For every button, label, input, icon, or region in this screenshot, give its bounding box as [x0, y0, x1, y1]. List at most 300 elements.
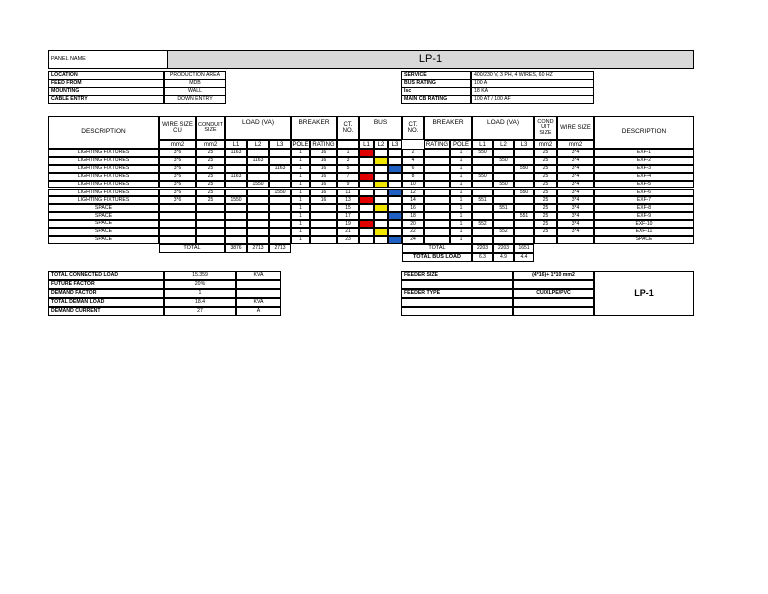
left-row-wire — [159, 212, 196, 220]
header-description: DESCRIPTION — [594, 116, 694, 149]
left-row-rating — [310, 236, 337, 244]
left-row-conduit: 25 — [196, 165, 225, 173]
right-row-description: EXF-8 — [594, 204, 694, 212]
feeder-blank — [401, 307, 513, 316]
right-row-ct: 8 — [402, 173, 424, 181]
info-left-value: WALL — [164, 87, 226, 96]
right-row-description: EXF-1 — [594, 149, 694, 157]
right-row-conduit: 25 — [534, 189, 557, 197]
panel-name-label: PANEL NAME — [48, 50, 168, 69]
left-row-rating — [310, 228, 337, 236]
left-row-ct: 17 — [337, 212, 359, 220]
header-conduit-size: CONDUIT SIZE — [196, 116, 225, 140]
right-row-conduit: 25 — [534, 149, 557, 157]
bus-cell-l2 — [374, 220, 388, 228]
left-row-wire — [159, 220, 196, 228]
right-row-description: EXF-6 — [594, 189, 694, 197]
left-row-conduit — [196, 220, 225, 228]
header-mm2 — [337, 140, 359, 149]
left-row-l3 — [269, 228, 291, 236]
left-row-ct: 13 — [337, 196, 359, 204]
summary-value: 1 — [164, 289, 236, 298]
right-row-ct: 4 — [402, 157, 424, 165]
right-row-l1 — [472, 236, 493, 244]
bus-cell-l3 — [388, 204, 402, 212]
summary-label: FUTURE FACTOR — [48, 280, 164, 289]
bus-cell-l1 — [359, 165, 374, 173]
left-row-description: LIGHTING FIXTURES — [48, 181, 159, 189]
bus-cell-l2 — [374, 157, 388, 165]
info-left-label: MOUNTING — [48, 87, 164, 96]
left-row-pole: 1 — [291, 204, 310, 212]
left-row-ct: 19 — [337, 220, 359, 228]
right-row-pole: 1 — [450, 204, 472, 212]
left-row-l1 — [225, 220, 247, 228]
feeder-type-label: FEEDER TYPE — [401, 289, 513, 298]
right-row-l2 — [493, 236, 514, 244]
header-pole: POLE — [292, 141, 309, 148]
header-description: DESCRIPTION — [48, 116, 159, 149]
info-left-label: CABLE ENTRY — [48, 95, 164, 104]
right-row-wire: 3*4 — [557, 149, 594, 157]
right-row-wire — [557, 236, 594, 244]
right-row-description: EXF-4 — [594, 173, 694, 181]
right-row-l3 — [514, 181, 534, 189]
left-row-pole: 1 — [291, 196, 310, 204]
right-row-pole: 1 — [450, 212, 472, 220]
right-row-wire: 3*4 — [557, 196, 594, 204]
left-row-l3 — [269, 149, 291, 157]
left-row-l1 — [225, 204, 247, 212]
header-group-box — [359, 116, 402, 140]
header-l2: L2 — [493, 140, 514, 149]
header-cond-uit-size: COND UIT SIZE — [534, 116, 557, 140]
header-l1: L1 — [472, 140, 493, 149]
left-row-rating: 16 — [310, 149, 337, 157]
right-row-wire: 3*4 — [557, 189, 594, 197]
right-row-conduit: 25 — [534, 173, 557, 181]
bus-cell-l1 — [359, 196, 374, 204]
left-row-conduit: 25 — [196, 189, 225, 197]
bus-cell-l1 — [359, 189, 374, 197]
right-row-pole: 1 — [450, 236, 472, 244]
right-row-l1 — [472, 212, 493, 220]
right-row-ct: 14 — [402, 196, 424, 204]
left-row-wire: 3*6 — [159, 149, 196, 157]
right-row-description: EXF-9 — [594, 212, 694, 220]
total-right-l1: 2203 — [472, 244, 493, 253]
right-row-l1 — [472, 189, 493, 197]
right-row-l2 — [493, 165, 514, 173]
right-row-l2 — [493, 212, 514, 220]
right-row-pole: 1 — [450, 173, 472, 181]
bus-cell-l3 — [388, 149, 402, 157]
left-row-l1 — [225, 189, 247, 197]
right-row-rating — [424, 149, 450, 157]
left-row-wire: 3*6 — [159, 181, 196, 189]
right-row-description: EXF-3 — [594, 165, 694, 173]
left-row-ct: 15 — [337, 204, 359, 212]
header-l1: L1 — [225, 140, 247, 149]
left-row-rating: 16 — [310, 181, 337, 189]
bus-cell-l1 — [359, 236, 374, 244]
summary-value: 15.359 — [164, 271, 236, 280]
right-row-ct: 20 — [402, 220, 424, 228]
feeder-blank — [513, 298, 594, 307]
left-row-ct: 23 — [337, 236, 359, 244]
right-row-pole: 1 — [450, 189, 472, 197]
left-row-l3: 1550 — [269, 189, 291, 197]
right-row-l3: 550 — [514, 165, 534, 173]
left-row-l1 — [225, 165, 247, 173]
summary-label: DEMAND FACTOR — [48, 289, 164, 298]
right-row-l3: 551 — [514, 212, 534, 220]
right-row-rating — [424, 181, 450, 189]
info-right-label: SERVICE — [401, 71, 471, 80]
right-row-conduit: 25 — [534, 196, 557, 204]
summary-unit: KVA — [236, 298, 281, 307]
right-row-ct: 24 — [402, 236, 424, 244]
info-left-value: DOWN ENTRY — [164, 95, 226, 104]
right-row-conduit: 25 — [534, 204, 557, 212]
right-row-l2 — [493, 149, 514, 157]
right-row-l3 — [514, 228, 534, 236]
right-row-l1 — [472, 181, 493, 189]
left-row-l2 — [247, 228, 269, 236]
feeder-size-label: FEEDER SIZE — [401, 271, 513, 280]
right-row-l1: 552 — [472, 220, 493, 228]
right-row-conduit: 25 — [534, 212, 557, 220]
feeder-blank — [513, 307, 594, 316]
header-ct-no: CT. NO. — [402, 116, 424, 140]
total-bus-load-label: TOTAL BUS LOAD — [402, 253, 472, 262]
right-row-conduit: 25 — [534, 157, 557, 165]
left-row-l1 — [225, 181, 247, 189]
left-row-l2 — [247, 173, 269, 181]
left-row-l2 — [247, 196, 269, 204]
left-row-wire: 3*6 — [159, 157, 196, 165]
left-row-rating: 16 — [310, 165, 337, 173]
left-row-l1: 1163 — [225, 149, 247, 157]
left-row-wire — [159, 204, 196, 212]
left-row-description: SPACE — [48, 212, 159, 220]
left-row-pole: 1 — [291, 165, 310, 173]
summary-value: 18.4 — [164, 298, 236, 307]
left-row-l3 — [269, 196, 291, 204]
bus-cell-l2 — [374, 181, 388, 189]
summary-unit: A — [236, 307, 281, 316]
right-row-l1 — [472, 204, 493, 212]
right-row-wire: 3*4 — [557, 173, 594, 181]
right-row-pole: 1 — [450, 181, 472, 189]
left-row-l1 — [225, 157, 247, 165]
left-row-l1 — [225, 228, 247, 236]
right-row-ct: 22 — [402, 228, 424, 236]
left-row-l1 — [225, 236, 247, 244]
bus-cell-l2 — [374, 212, 388, 220]
right-row-pole: 1 — [450, 149, 472, 157]
left-row-rating — [310, 204, 337, 212]
bus-cell-l1 — [359, 149, 374, 157]
header-load: LOAD (VA) — [241, 119, 275, 127]
right-row-rating — [424, 173, 450, 181]
header-wire-size: WIRE SIZE — [557, 116, 594, 140]
left-row-rating: 16 — [310, 157, 337, 165]
info-right-label: Isc — [401, 87, 471, 96]
left-row-l3 — [269, 212, 291, 220]
left-row-l2 — [247, 204, 269, 212]
right-row-wire: 3*4 — [557, 165, 594, 173]
info-left-label: FEED FROM — [48, 79, 164, 88]
header-load: LOAD (VA) — [486, 119, 520, 127]
left-row-description: SPACE — [48, 220, 159, 228]
header-l2: L2 — [247, 140, 269, 149]
right-row-rating — [424, 212, 450, 220]
right-row-l2: 550 — [493, 181, 514, 189]
right-row-rating — [424, 157, 450, 165]
bus-cell-l3 — [388, 173, 402, 181]
left-row-l3 — [269, 204, 291, 212]
right-row-pole: 1 — [450, 165, 472, 173]
info-left-value: PRODUCTION AREA — [164, 71, 226, 80]
right-row-wire: 3*4 — [557, 157, 594, 165]
panel-title: LP-1 — [167, 50, 694, 69]
right-row-l2 — [493, 220, 514, 228]
right-row-l3 — [514, 149, 534, 157]
right-row-rating — [424, 236, 450, 244]
bus-cell-l2 — [374, 149, 388, 157]
left-row-ct: 3 — [337, 157, 359, 165]
header-bus: BUS — [373, 119, 388, 127]
right-row-conduit: 25 — [534, 228, 557, 236]
right-row-pole: 1 — [450, 157, 472, 165]
summary-label: DEMAND CURRENT — [48, 307, 164, 316]
right-row-pole: 1 — [450, 196, 472, 204]
info-right-value: 400/230 V, 3 PH, 4 WIRES, 60 HZ — [471, 71, 594, 80]
bus-cell-l3 — [388, 165, 402, 173]
left-row-l2: 1163 — [247, 157, 269, 165]
right-row-l1 — [472, 228, 493, 236]
bus-cell-l3 — [388, 220, 402, 228]
left-row-pole: 1 — [291, 220, 310, 228]
left-row-rating — [310, 220, 337, 228]
right-row-l1 — [472, 165, 493, 173]
bus-cell-l2 — [374, 189, 388, 197]
right-row-description: EXF-2 — [594, 157, 694, 165]
bus-cell-l2 — [374, 204, 388, 212]
left-row-description: SPACE — [48, 236, 159, 244]
left-row-rating: 16 — [310, 173, 337, 181]
summary-label: TOTAL CONNECTED LOAD — [48, 271, 164, 280]
left-row-conduit: 25 — [196, 181, 225, 189]
right-row-description: SPACE — [594, 236, 694, 244]
right-row-wire: 3*4 — [557, 220, 594, 228]
feeder-panel-name: LP-1 — [594, 271, 694, 316]
info-right-value: 18 KA — [471, 87, 594, 96]
left-row-description: LIGHTING FIXTURES — [48, 157, 159, 165]
right-row-rating — [424, 196, 450, 204]
header-group-box — [225, 116, 291, 140]
total-l3: 2713 — [269, 244, 291, 253]
left-row-description: LIGHTING FIXTURES — [48, 149, 159, 157]
right-row-l1: 550 — [472, 149, 493, 157]
total-right-l2: 2203 — [493, 244, 514, 253]
info-right-label: MAIN CB RATING — [401, 95, 471, 104]
total-bus-l1: 6.3 — [472, 253, 493, 262]
header-l3: L3 — [514, 140, 534, 149]
right-row-ct: 6 — [402, 165, 424, 173]
right-row-l3 — [514, 157, 534, 165]
left-row-description: LIGHTING FIXTURES — [48, 173, 159, 181]
right-row-rating — [424, 204, 450, 212]
header-l2: L2 — [374, 140, 388, 149]
right-row-rating — [424, 189, 450, 197]
right-row-ct: 10 — [402, 181, 424, 189]
left-row-conduit — [196, 204, 225, 212]
left-row-wire: 3*6 — [159, 196, 196, 204]
left-row-pole: 1 — [291, 157, 310, 165]
left-row-wire: 3*6 — [159, 173, 196, 181]
bus-cell-l2 — [374, 228, 388, 236]
left-row-pole: 1 — [291, 149, 310, 157]
right-row-l3 — [514, 173, 534, 181]
left-row-pole: 1 — [291, 173, 310, 181]
left-row-conduit: 25 — [196, 149, 225, 157]
total-label: TOTAL — [159, 244, 225, 253]
left-row-l3 — [269, 157, 291, 165]
left-row-description: SPACE — [48, 228, 159, 236]
header-breaker: BREAKER — [298, 119, 330, 127]
right-row-l2: 550 — [493, 157, 514, 165]
summary-label: TOTAL DEMAN LOAD — [48, 298, 164, 307]
left-row-rating — [310, 212, 337, 220]
right-row-l2 — [493, 189, 514, 197]
bus-cell-l3 — [388, 181, 402, 189]
header-rating: RATING — [310, 140, 337, 149]
right-row-l3 — [514, 220, 534, 228]
feeder-blank — [401, 298, 513, 307]
left-row-conduit: 25 — [196, 173, 225, 181]
bus-cell-l1 — [359, 228, 374, 236]
left-row-conduit: 25 — [196, 196, 225, 204]
left-row-wire — [159, 228, 196, 236]
left-row-l3 — [269, 220, 291, 228]
right-row-description: EXF-10 — [594, 220, 694, 228]
summary-value: 20% — [164, 280, 236, 289]
header-wire-size: WIRE SIZE CU — [159, 116, 196, 140]
bus-cell-l1 — [359, 212, 374, 220]
left-row-description: LIGHTING FIXTURES — [48, 196, 159, 204]
right-row-l2: 551 — [493, 204, 514, 212]
right-row-wire: 3*4 — [557, 212, 594, 220]
left-row-l2: 1550 — [247, 181, 269, 189]
left-row-ct: 9 — [337, 181, 359, 189]
left-row-l1 — [225, 212, 247, 220]
feeder-blank — [513, 280, 594, 289]
bus-cell-l1 — [359, 220, 374, 228]
right-row-wire: 3*4 — [557, 228, 594, 236]
right-row-l3 — [514, 204, 534, 212]
total-bus-l3: 4.4 — [514, 253, 534, 262]
info-right-label: BUS RATING — [401, 79, 471, 88]
right-row-l2: 552 — [493, 228, 514, 236]
left-row-description: LIGHTING FIXTURES — [48, 165, 159, 173]
left-row-l1: 1550 — [225, 196, 247, 204]
left-row-ct: 1 — [337, 149, 359, 157]
left-row-wire — [159, 236, 196, 244]
info-right-value: 100 A — [471, 79, 594, 88]
right-row-description: EXF-5 — [594, 181, 694, 189]
header-l3: L3 — [269, 140, 291, 149]
header-breaker: BREAKER — [432, 119, 464, 127]
bus-cell-l3 — [388, 236, 402, 244]
left-row-wire: 3*6 — [159, 165, 196, 173]
left-row-conduit — [196, 236, 225, 244]
bus-cell-l3 — [388, 189, 402, 197]
left-row-l2 — [247, 212, 269, 220]
right-row-l1: 551 — [472, 196, 493, 204]
header-group-box — [291, 116, 337, 140]
left-row-l3 — [269, 181, 291, 189]
left-row-conduit — [196, 212, 225, 220]
left-row-pole: 1 — [291, 189, 310, 197]
left-row-l2 — [247, 165, 269, 173]
total-l2: 2713 — [247, 244, 269, 253]
left-row-wire: 3*6 — [159, 189, 196, 197]
bus-cell-l1 — [359, 157, 374, 165]
info-left-value: MDB — [164, 79, 226, 88]
header-group-box — [424, 116, 472, 140]
bus-cell-l1 — [359, 204, 374, 212]
right-row-ct: 2 — [402, 149, 424, 157]
left-row-pole: 1 — [291, 212, 310, 220]
bus-cell-l1 — [359, 173, 374, 181]
feeder-type-value: CU/XLPE/PVC — [513, 289, 594, 298]
header-pole: POLE — [450, 140, 472, 149]
right-row-l1 — [472, 157, 493, 165]
header-ct-no: CT. NO. — [337, 116, 359, 140]
right-row-wire: 3*4 — [557, 181, 594, 189]
left-row-l2 — [247, 220, 269, 228]
total-right-l3: 1651 — [514, 244, 534, 253]
left-row-pole: 1 — [291, 228, 310, 236]
bus-cell-l3 — [388, 212, 402, 220]
right-row-l3: 550 — [514, 189, 534, 197]
left-row-l2 — [247, 236, 269, 244]
bus-cell-l3 — [388, 196, 402, 204]
left-row-pole: 1 — [291, 181, 310, 189]
right-row-l2 — [493, 173, 514, 181]
left-row-conduit: 25 — [196, 157, 225, 165]
left-row-conduit — [196, 228, 225, 236]
header-mm2: mm2 — [196, 140, 225, 149]
right-row-l2 — [493, 196, 514, 204]
summary-value: 27 — [164, 307, 236, 316]
left-row-l3 — [269, 236, 291, 244]
left-row-description: SPACE — [48, 204, 159, 212]
header-rating: RATING — [425, 141, 449, 148]
header-mm2: mm2 — [534, 140, 557, 149]
info-left-label: LOCATION — [48, 71, 164, 80]
left-row-l2 — [247, 149, 269, 157]
header-l3: L3 — [388, 140, 402, 149]
left-row-rating: 16 — [310, 189, 337, 197]
right-row-rating — [424, 220, 450, 228]
bus-cell-l2 — [374, 173, 388, 181]
right-row-wire: 3*4 — [557, 204, 594, 212]
header-mm2: mm2 — [159, 140, 196, 149]
right-row-conduit — [534, 236, 557, 244]
